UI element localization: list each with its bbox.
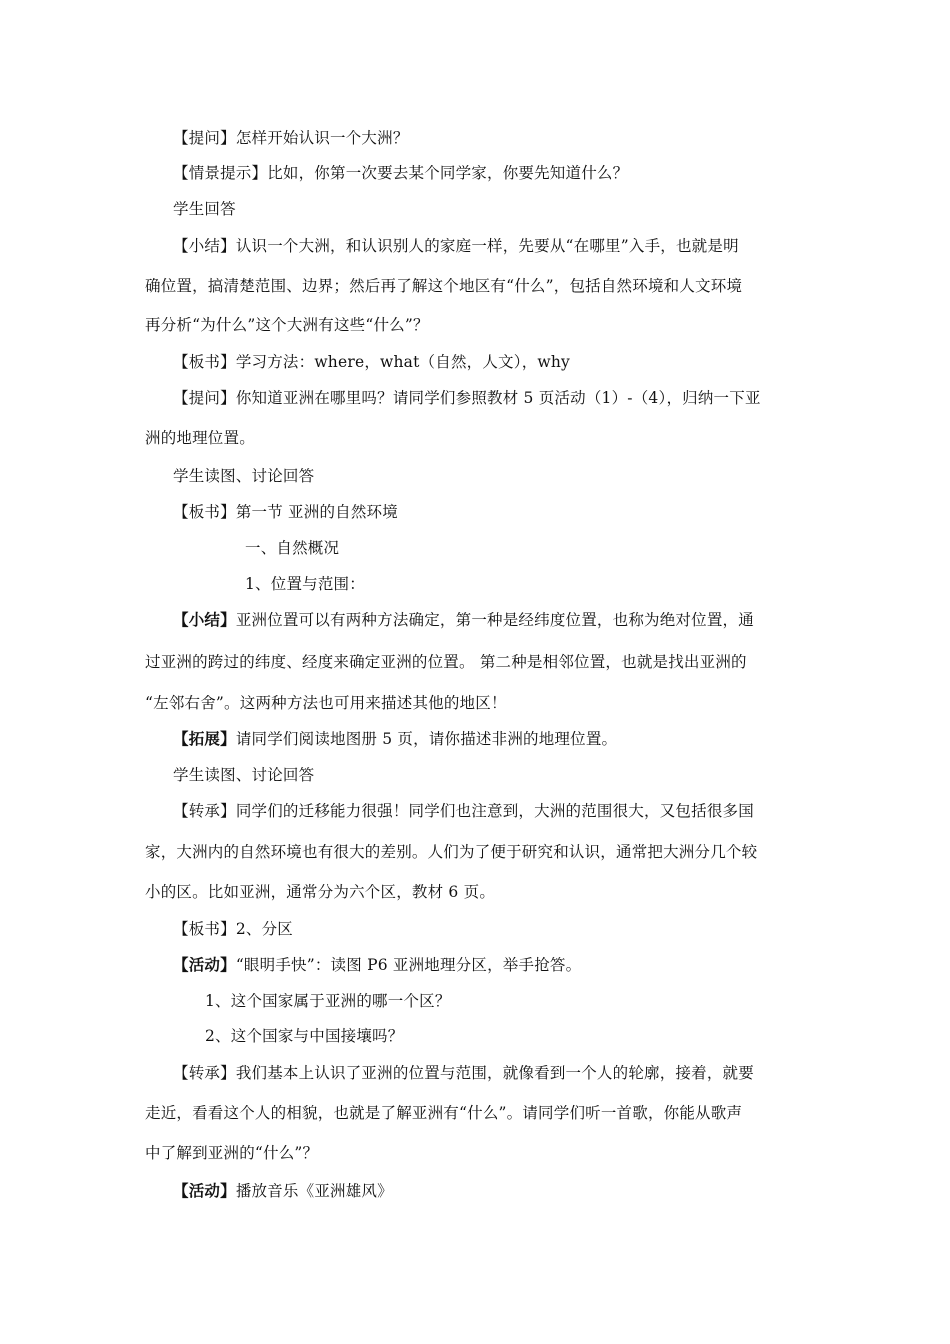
summary-line-1 (173, 236, 843, 256)
line-text: 再分析“为什么”这个大洲有这些“什么”？ (145, 316, 429, 334)
line-text: 1、这个国家属于亚洲的哪一个区？ (205, 992, 451, 1010)
board-line-2 (173, 502, 843, 522)
transition-line-4 (173, 1063, 843, 1083)
tag-label: 【转承】 (173, 1064, 236, 1082)
activity-line-1 (173, 955, 843, 975)
summary-line-2 (145, 276, 815, 296)
line-text: 亚洲位置可以有两种方法确定，第一种是经纬度位置，也称为绝对位置，通 (235, 611, 754, 629)
transition-line-6 (145, 1143, 815, 1163)
tag-label: 【情景提示】 (173, 164, 268, 182)
line-text: 认识一个大洲，和认识别人的家庭一样，先要从“在哪里”入手，也就是明 (235, 237, 739, 255)
extension-line (173, 729, 843, 749)
line-text: 2、分区 (235, 920, 293, 938)
tag-label: 【活动】 (173, 955, 236, 974)
line-text: 小的区。比如亚洲，通常分为六个区，教材 6 页。 (145, 883, 496, 901)
summary-line-4 (173, 610, 843, 630)
summary-line-5 (145, 652, 815, 672)
line-text: 走近，看看这个人的相貌，也就是了解亚洲有“什么”。请同学们听一首歌，你能从歌声 (145, 1104, 743, 1122)
line-text: 同学们的迁移能力很强！同学们也注意到，大洲的范围很大，又包括很多国 (235, 802, 754, 820)
line-text: 第一节 亚洲的自然环境 (235, 503, 398, 521)
tag-label: 【小结】 (173, 237, 236, 255)
line-text: 洲的地理位置。 (145, 429, 255, 447)
tag-label: 【转承】 (173, 802, 236, 820)
board-line-1 (173, 352, 843, 372)
activity-question-2 (205, 1026, 875, 1046)
line-text: 比如，你第一次要去某个同学家，你要先知道什么？ (267, 164, 629, 182)
scenario-hint-line (173, 163, 843, 183)
tag-label: 【板书】 (173, 353, 236, 371)
tag-label: 【板书】 (173, 503, 236, 521)
student-read-line-1 (173, 466, 843, 486)
line-text: 过亚洲的跨过的纬度、经度来确定亚洲的位置。 第二种是相邻位置，也就是找出亚洲的 (145, 653, 747, 671)
board-line-3 (173, 919, 843, 939)
transition-line-1 (173, 801, 843, 821)
summary-line-3 (145, 315, 815, 335)
transition-line-2 (145, 842, 815, 862)
student-read-line-2 (173, 765, 843, 785)
question-line-2-cont (145, 428, 815, 448)
line-text: 学习方法：where，what（自然，人文），why (235, 353, 570, 371)
line-text: “眼明手快”：读图 P6 亚洲地理分区，举手抢答。 (235, 956, 582, 974)
line-text: 一、自然概况 (245, 539, 340, 557)
line-text: 家，大洲内的自然环境也有很大的差别。人们为了便于研究和认识，通常把大洲分几个较 (145, 843, 758, 861)
line-text: 请同学们阅读地图册 5 页，请你描述非洲的地理位置。 (235, 730, 618, 748)
line-text: “左邻右舍”。这两种方法也可用来描述其他的地区！ (145, 694, 507, 712)
line-text: 学生读图、讨论回答 (173, 766, 315, 784)
subsection-heading (245, 574, 915, 594)
tag-label: 【活动】 (173, 1181, 236, 1200)
line-text: 播放音乐《亚洲雄风》 (235, 1182, 393, 1200)
activity-line-2 (173, 1181, 843, 1201)
summary-line-6 (145, 693, 815, 713)
line-text: 怎样开始认识一个大洲？ (235, 129, 409, 147)
tag-label: 【拓展】 (173, 729, 236, 748)
question-line-2 (173, 388, 843, 408)
student-answer-line (173, 199, 843, 219)
line-text: 2、这个国家与中国接壤吗？ (205, 1027, 404, 1045)
tag-label: 【板书】 (173, 920, 236, 938)
tag-label: 【提问】 (173, 389, 236, 407)
line-text: 中了解到亚洲的“什么”？ (145, 1144, 319, 1162)
line-text: 确位置，搞清楚范围、边界；然后再了解这个地区有“什么”，包括自然环境和人文环境 (145, 277, 743, 295)
line-text: 学生读图、讨论回答 (173, 467, 315, 485)
line-text: 学生回答 (173, 200, 236, 218)
transition-line-5 (145, 1103, 815, 1123)
line-text: 1、位置与范围： (245, 575, 365, 593)
transition-line-3 (145, 882, 815, 902)
line-text: 你知道亚洲在哪里吗？请同学们参照教材 5 页活动（1）-（4），归纳一下亚 (235, 389, 761, 407)
line-text: 我们基本上认识了亚洲的位置与范围，就像看到一个人的轮廓，接着，就要 (235, 1064, 754, 1082)
section-heading (245, 538, 915, 558)
question-line-1 (173, 128, 843, 148)
tag-label: 【提问】 (173, 129, 236, 147)
tag-label: 【小结】 (173, 610, 236, 629)
activity-question-1 (205, 991, 875, 1011)
